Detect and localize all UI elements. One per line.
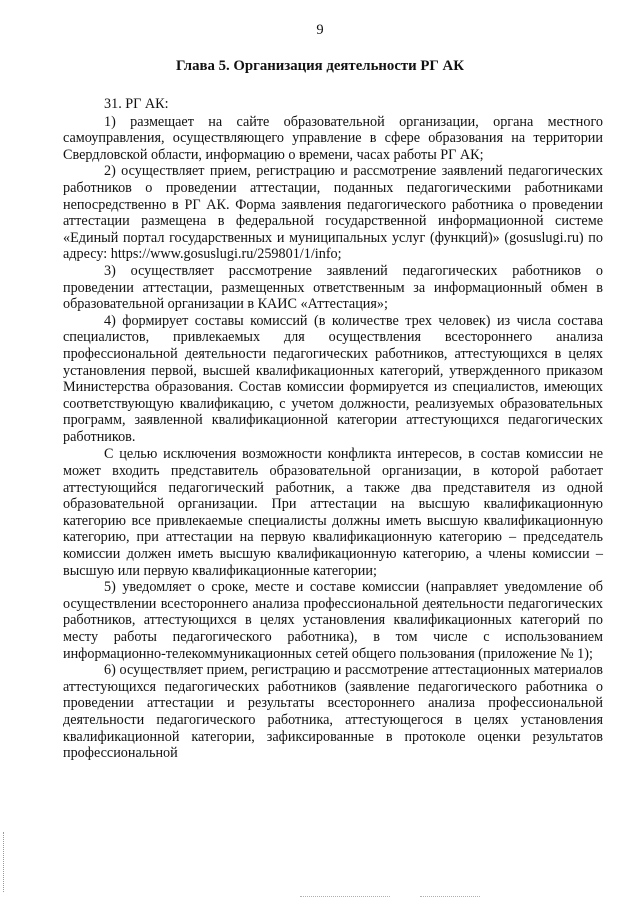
paragraph-item-2: 2) осуществляет прием, регистрацию и рассмотрение заявлений педагогических работников о проведении аттестации, поданных педагогическими работниками непосредственно в РГ АК. Форма заявления педагогического работника о проведении аттестации размещена в федеральной государственной информационной системе «Единый портал государственных и муниципальных услуг (функций)» (gosuslugi.ru) по адресу: https://www.gosuslugi.ru/259801/1/info;	[63, 163, 603, 263]
paragraph-item-4: 4) формирует составы комиссий (в количестве трех человек) из числа состава специалистов, привлекаемых для осуществления всестороннего анализа профессиональной деятельности педагогических работников, аттестующихся в целях установления первой, высшей квалификационных категорий, утвержденного приказом Министерства образования. Состав комиссии формируется из специалистов, имеющих соответствующую квалификацию, с учетом должности, реализуемых образовательных программ, заявленной квалификационной категории аттестующихся педагогических работников.	[63, 312, 603, 445]
paragraph-item-1: 1) размещает на сайте образовательной организации, органа местного самоуправления, осуществляющего управление в сфере образования на территории Свердловской области, информацию о времени, часах работы РГ АК;	[63, 113, 603, 163]
paragraph-item-3: 3) осуществляет рассмотрение заявлений педагогических работников о проведении аттестации, размещенных ответственным за информационный обмен в образовательной организации в КАИС «Аттестация»;	[63, 262, 603, 313]
paragraph-item-6: 6) осуществляет прием, регистрацию и рассмотрение аттестационных материалов аттестующихся педагогических работников (заявление педагогического работника о проведении аттестации и результаты всестороннего анализа профессиональной деятельности педагогического работника, аттестующегося в целях установления квалификационной категории, зафиксированные в протоколе оценки результатов профессиональной	[63, 662, 603, 762]
paragraph-item-5: 5) уведомляет о сроке, месте и составе комиссии (направляет уведомление об осуществлении всестороннего анализа профессиональной деятельности педагогических работников, аттестующихся в целях установления квалификационных категорий по месту работы педагогического работника), в том числе с использованием информационно-телекоммуникационных сетей общего пользования (приложение № 1);	[63, 579, 603, 662]
page-number: 9	[316, 22, 324, 38]
scan-artifact-line	[420, 896, 480, 898]
paragraph-conflict-of-interest: С целью исключения возможности конфликта интересов, в состав комиссии не может входить представитель образовательной организации, в которой работает аттестующийся педагогический работник, а также два представителя из одной образовательной организации. При аттестации на высшую квалификационную категорию все привлекаемые специалисты должны иметь высшую квалификационную категорию, при аттестации на первую квалификационную категорию – председатель комиссии должен иметь высшую квалификационную категорию, а члены комиссии – высшую или первую квалификационные категории;	[63, 446, 603, 579]
scan-margin-mark	[3, 832, 6, 892]
chapter-title: Глава 5. Организация деятельности РГ АК	[176, 58, 464, 74]
paragraph-section-heading: 31. РГ АК:	[104, 96, 169, 112]
body-text	[63, 96, 603, 762]
scan-artifact-line	[300, 896, 390, 898]
